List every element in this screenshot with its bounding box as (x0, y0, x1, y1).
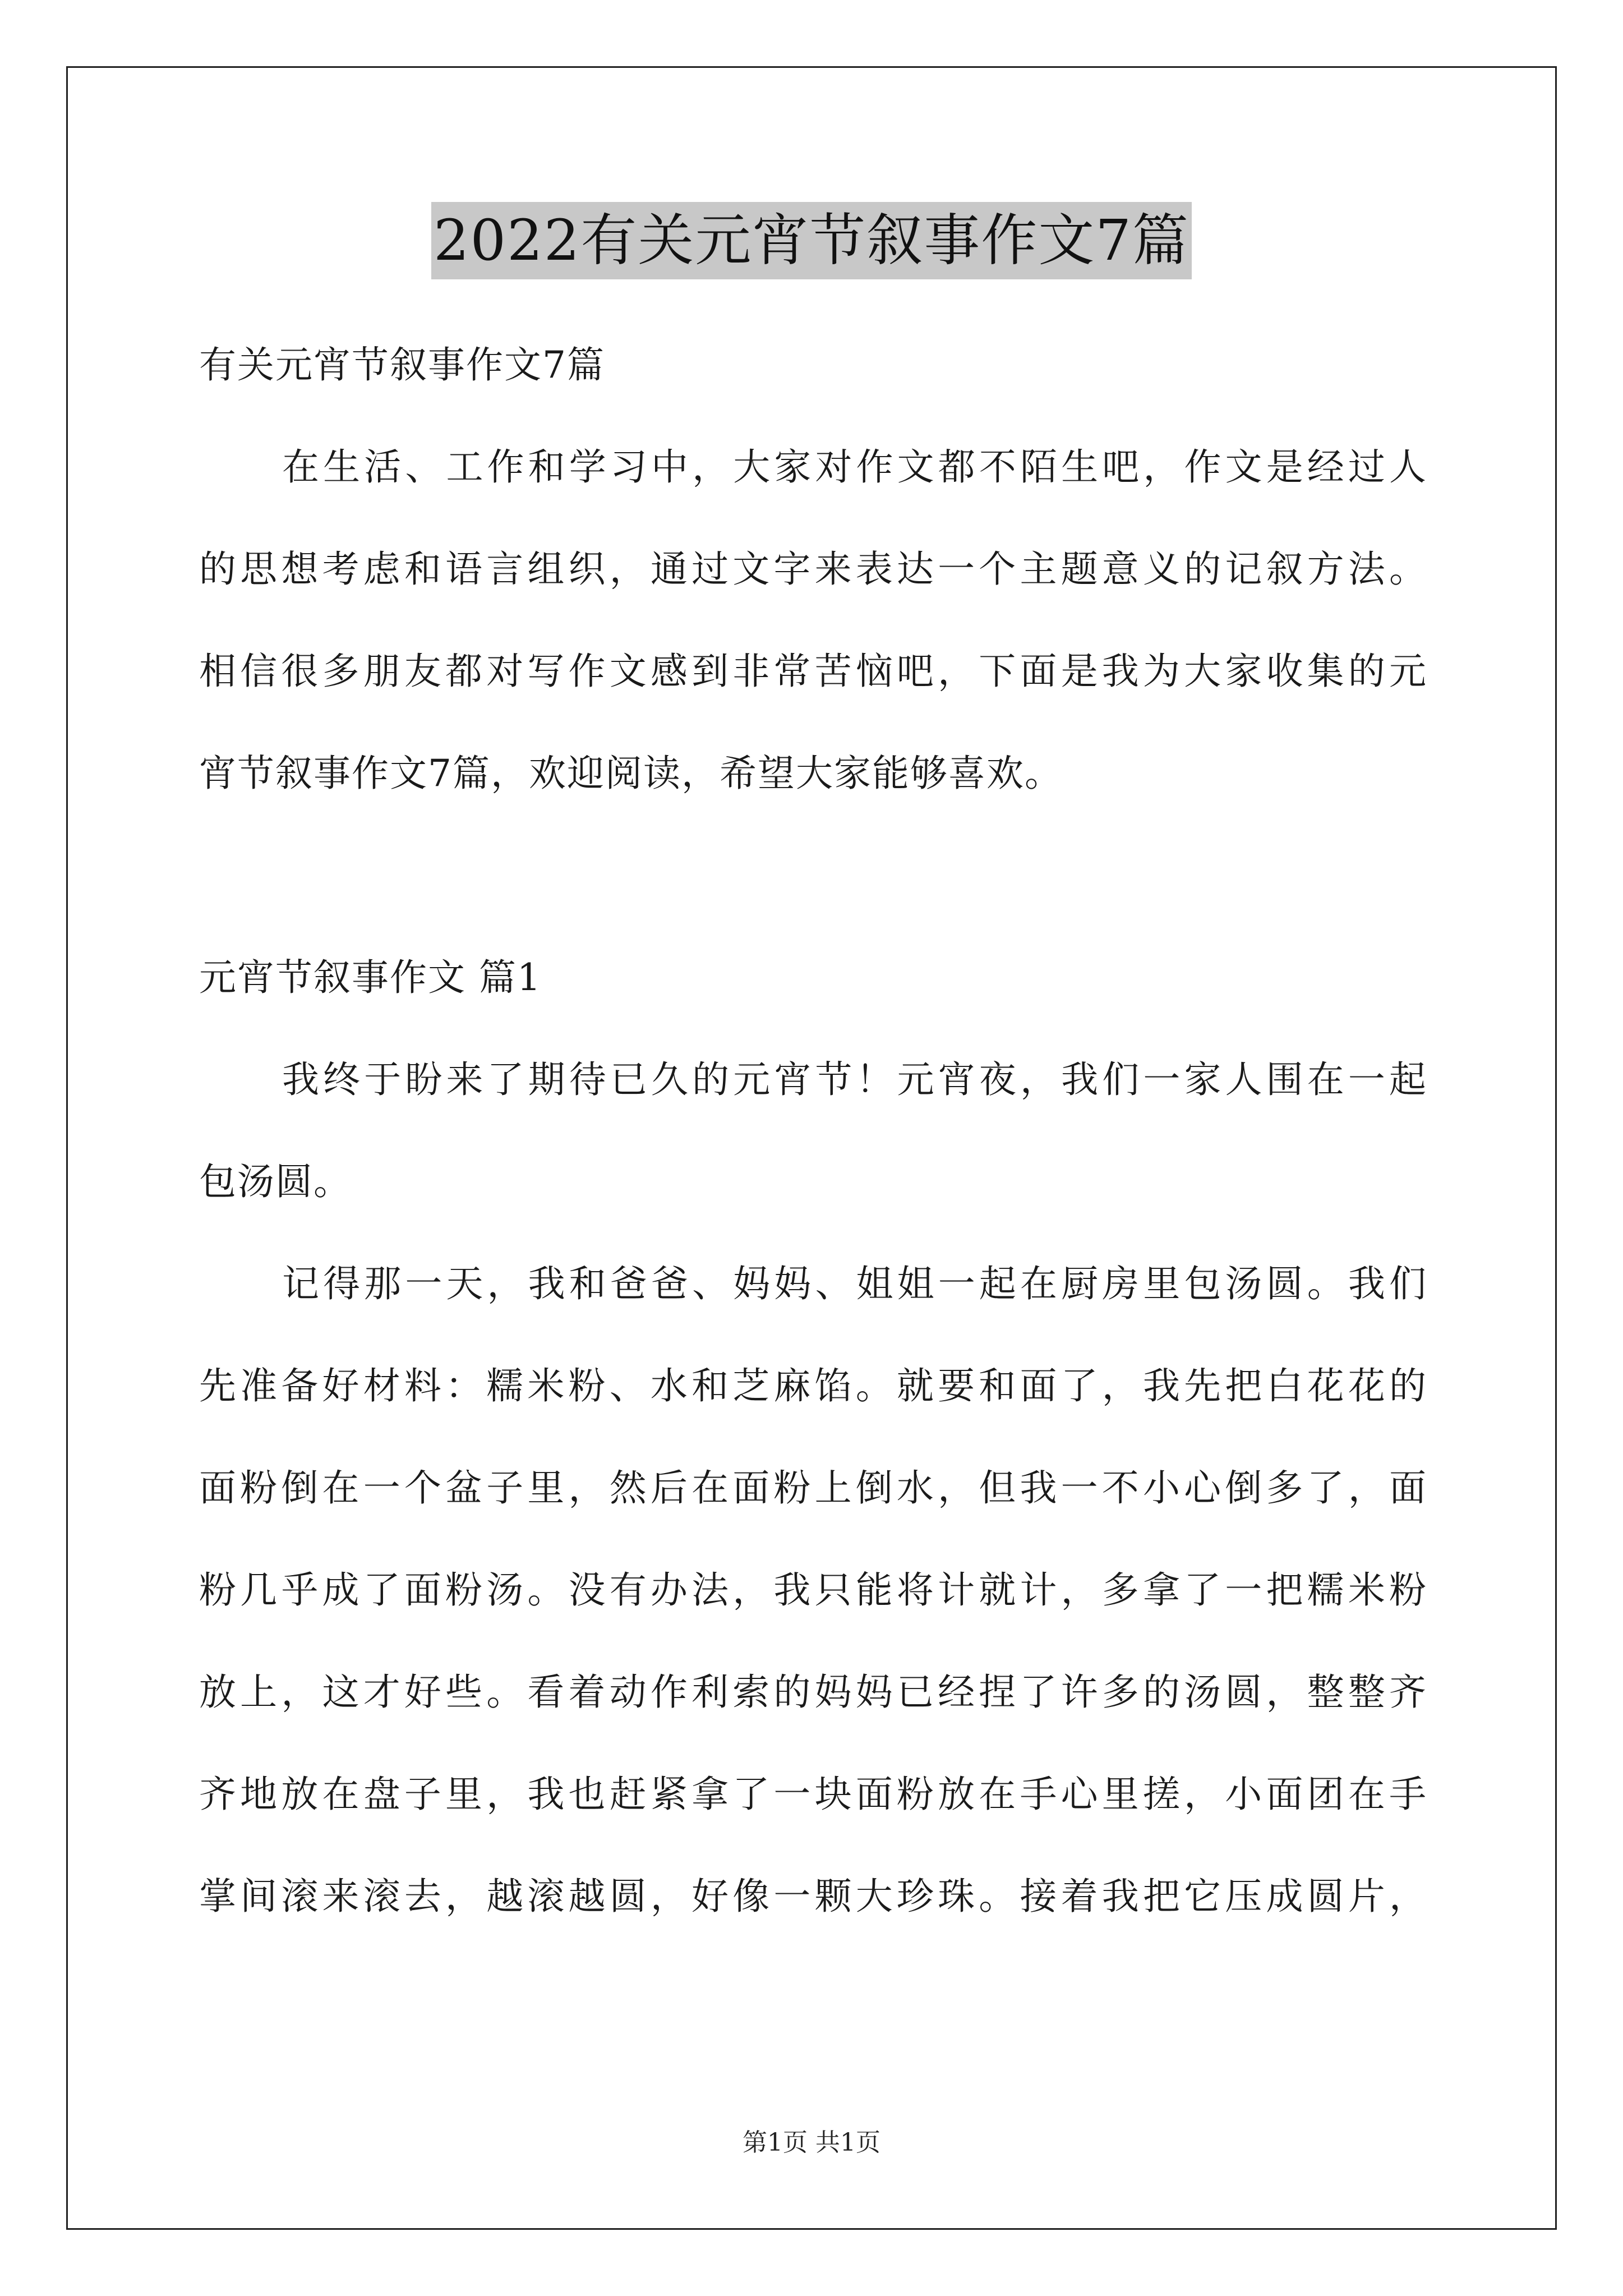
paragraph-line: 宵节叙事作文7篇，欢迎阅读，希望大家能够喜欢。 (199, 752, 1063, 795)
paragraph-line: 先准备好材料：糯米粉、水和芝麻馅。就要和面了，我先把白花花的 (199, 1364, 1427, 1407)
page-footer: 第1页 共1页 (743, 2128, 880, 2157)
document-title: 2022有关元宵节叙事作文7篇 (431, 202, 1192, 279)
paragraph-line: 在生活、工作和学习中，大家对作文都不陌生吧，作文是经过人 (282, 445, 1427, 489)
paragraph-line: 相信很多朋友都对写作文感到非常苦恼吧，下面是我为大家收集的元 (199, 650, 1427, 693)
paragraph-line: 的思想考虑和语言组织，通过文字来表达一个主题意义的记叙方法。 (199, 547, 1427, 591)
document-body (199, 314, 1427, 1948)
paragraph-line: 粉几乎成了面粉汤。没有办法，我只能将计就计，多拿了一把糯米粉 (199, 1568, 1427, 1612)
paragraph-line: 放上，这才好些。看着动作利索的妈妈已经捏了许多的汤圆，整整齐 (199, 1671, 1427, 1714)
paragraph-line: 掌间滚来滚去，越滚越圆，好像一颗大珍珠。接着我把它压成圆片， (199, 1875, 1427, 1918)
paragraph-gap (199, 825, 1427, 927)
paragraph-line: 记得那一天，我和爸爸、妈妈、姐姐一起在厨房里包汤圆。我们 (282, 1262, 1427, 1305)
paragraph-line: 齐地放在盘子里，我也赶紧拿了一块面粉放在手心里搓，小面团在手 (199, 1773, 1427, 1816)
title-wrap (0, 202, 1623, 279)
paragraph-line: 包汤圆。 (199, 1160, 352, 1203)
paragraph-line: 面粉倒在一个盆子里，然后在面粉上倒水，但我一不小心倒多了，面 (199, 1466, 1427, 1510)
paragraph-line: 我终于盼来了期待已久的元宵节！元宵夜，我们一家人围在一起 (282, 1058, 1427, 1101)
section-heading: 元宵节叙事作文 篇1 (199, 956, 542, 999)
subtitle-line: 有关元宵节叙事作文7篇 (199, 343, 605, 386)
